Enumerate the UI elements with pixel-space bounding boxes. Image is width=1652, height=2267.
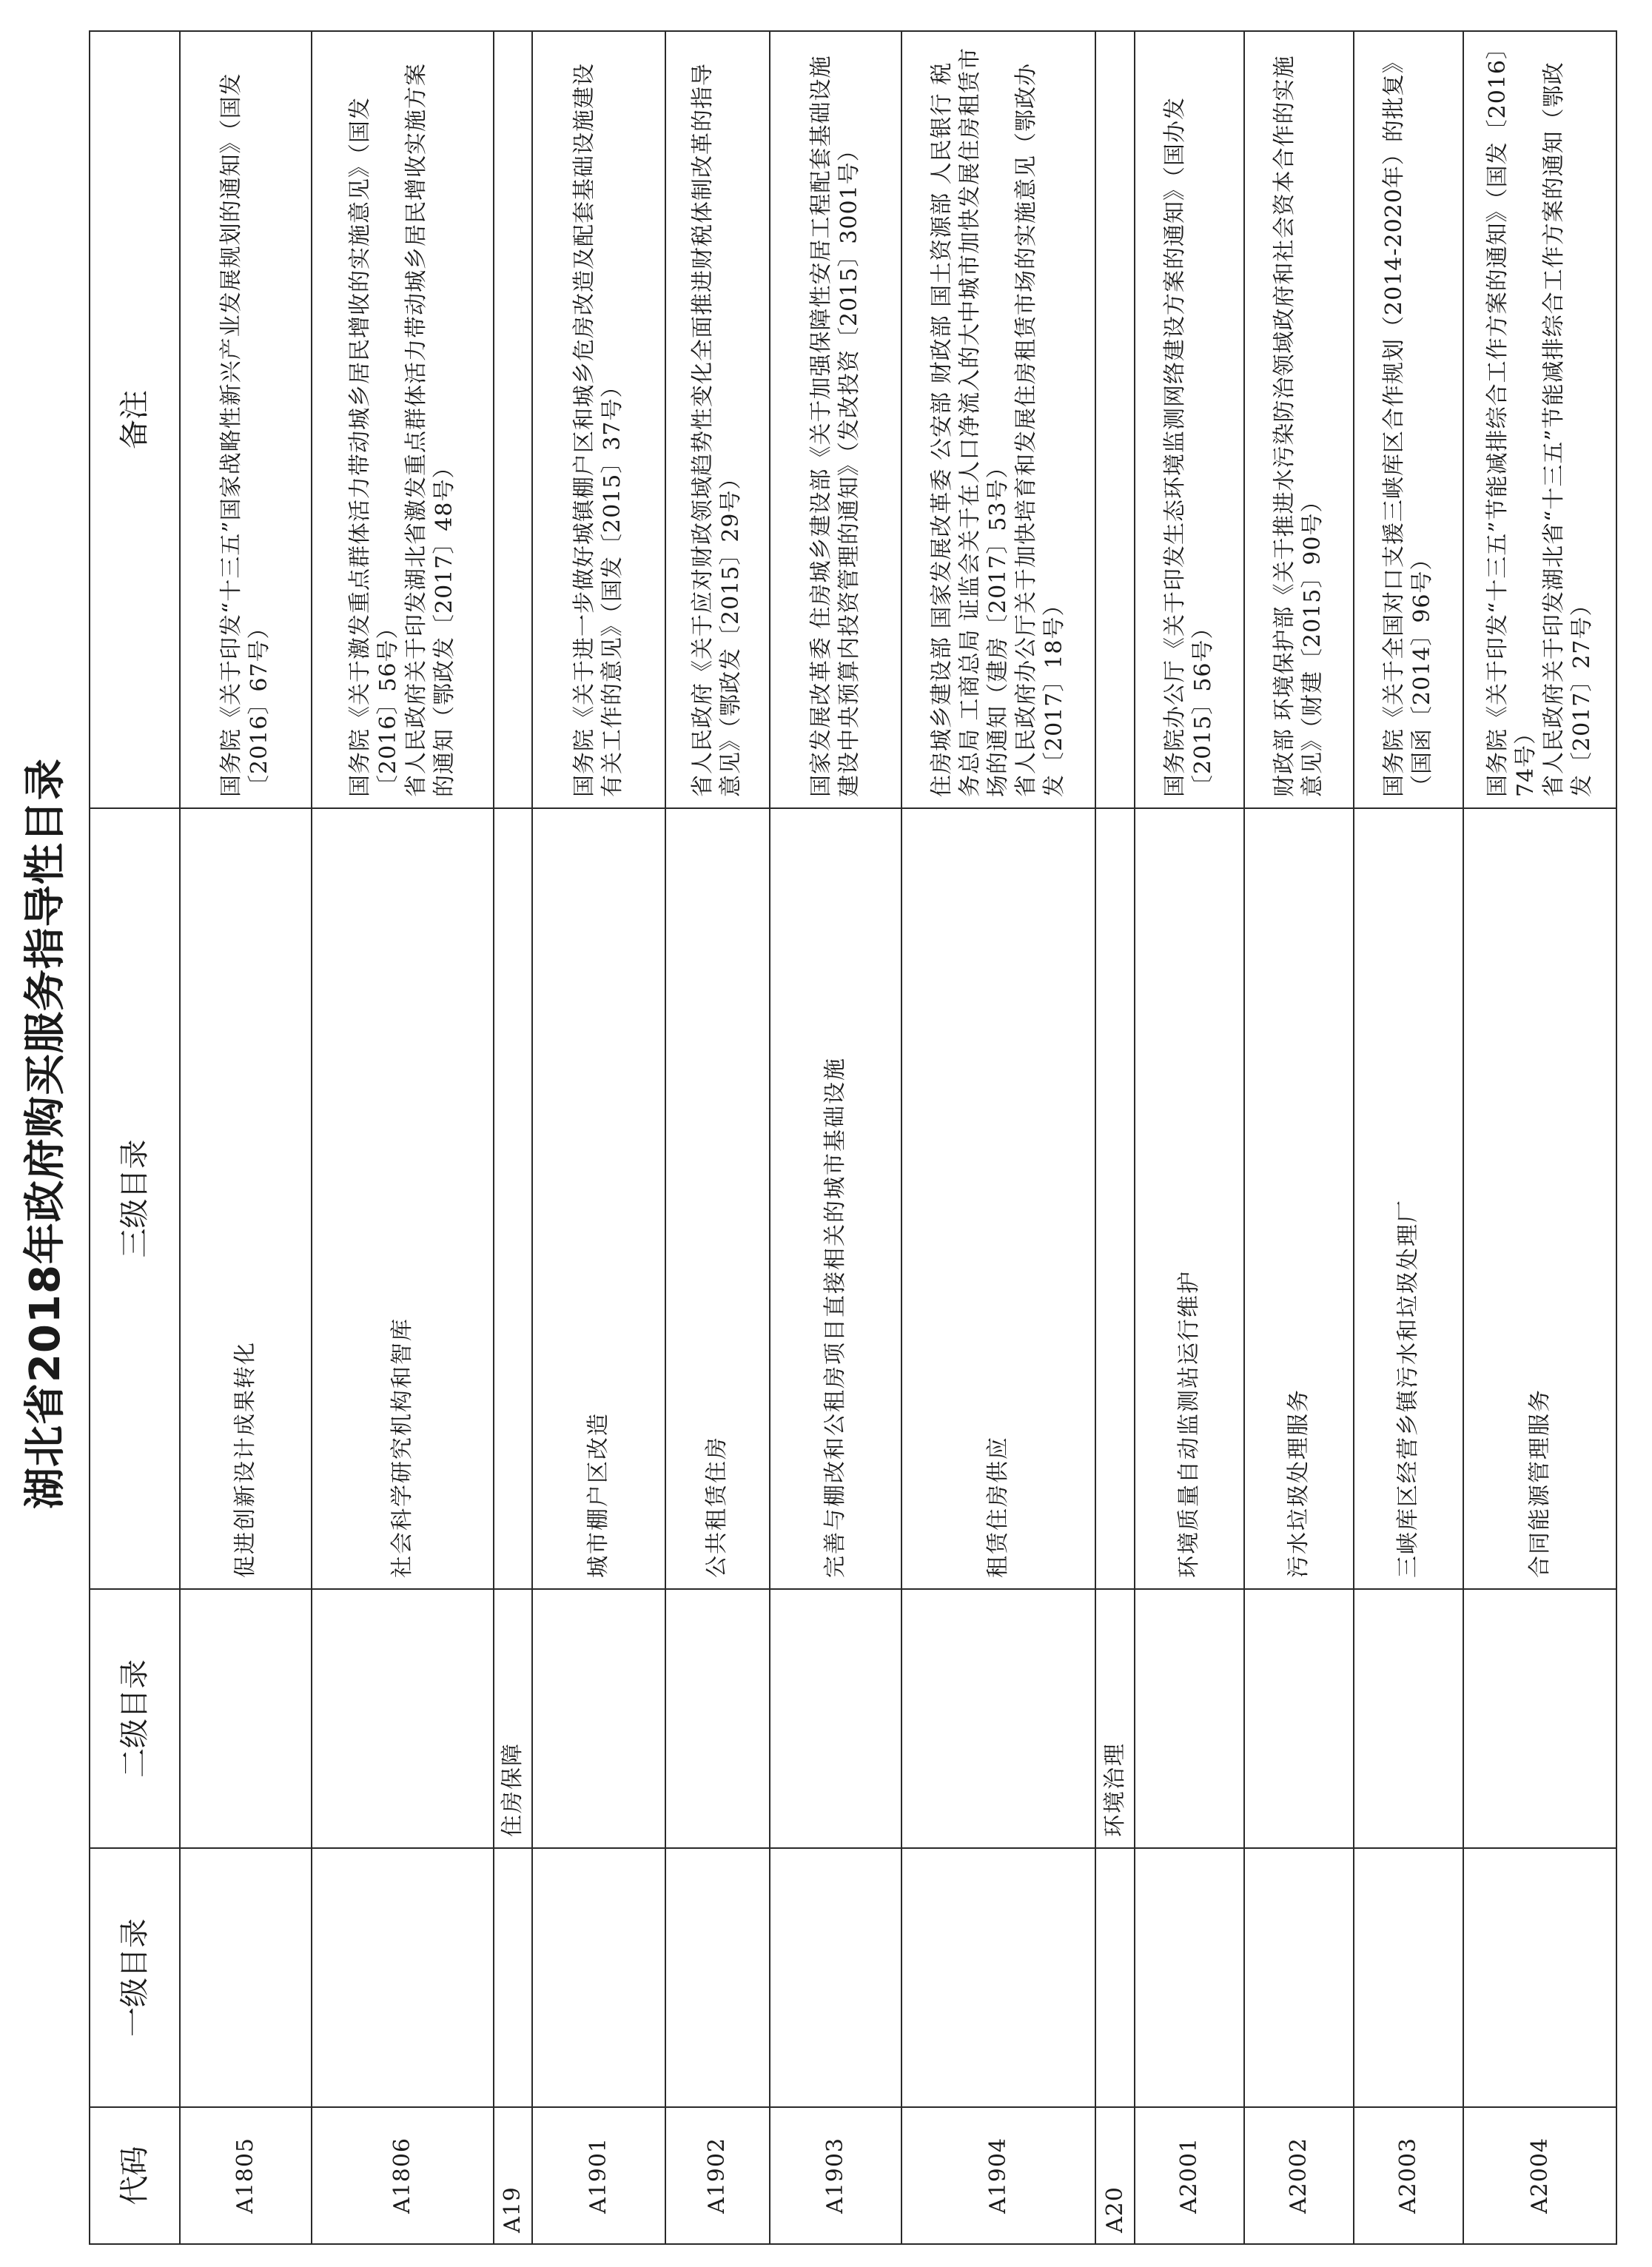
table-body xyxy=(180,31,1616,2244)
note-line: 国务院办公厅《关于印发生态环境监测网络建设方案的通知》（国办发〔2015〕56号） xyxy=(1161,97,1216,797)
cell-level1 xyxy=(901,1848,1096,2107)
cell-note xyxy=(1135,31,1244,808)
note-line: 省人民政府关于印发湖北省“十三五”节能减排综合工作方案的通知（鄂政发〔2017〕27号） xyxy=(1540,61,1595,797)
cell-code: A1806 xyxy=(312,2107,494,2244)
cell-level2: 住房保障 xyxy=(494,1589,532,1848)
cell-level3: 城市棚户区改造 xyxy=(532,808,665,1589)
cell-level1 xyxy=(532,1848,665,2107)
cell-note xyxy=(312,31,494,808)
table-row xyxy=(770,31,901,2244)
cell-note xyxy=(532,31,665,808)
cell-level1 xyxy=(180,1848,312,2107)
cell-level3: 合同能源管理服务 xyxy=(1463,808,1616,1589)
note-line: 国家发展改革委 住房城乡建设部《关于加强保障性安居工程配套基础设施建设中央预算内投资管理的通知》（发改投资〔2015〕3001号） xyxy=(807,55,862,797)
table-row xyxy=(312,31,494,2244)
cell-note xyxy=(1463,31,1616,808)
cell-level2 xyxy=(312,1589,494,1848)
document-title: 湖北省2018年政府购买服务指导性目录 xyxy=(21,758,70,1509)
cell-code: A2002 xyxy=(1244,2107,1354,2244)
cell-level2 xyxy=(665,1589,769,1848)
cell-level3: 三峡库区经营乡镇污水和垃圾处理厂 xyxy=(1354,808,1463,1589)
table-row xyxy=(665,31,769,2244)
table-row xyxy=(180,31,312,2244)
catalog-table xyxy=(89,30,1617,2245)
cell-code: A19 xyxy=(494,2107,532,2244)
cell-note xyxy=(180,31,312,808)
cell-level1 xyxy=(770,1848,901,2107)
note-line: 国务院《关于全国对口支援三峡库区合作规划（2014-2020年）的批复》（国函〔2014〕96号） xyxy=(1381,50,1436,797)
cell-level2 xyxy=(1354,1589,1463,1848)
cell-code: A1805 xyxy=(180,2107,312,2244)
cell-code: A1903 xyxy=(770,2107,901,2244)
note-line: 国务院《关于进一步做好城镇棚户区和城乡危房改造及配套基础设施建设有关工作的意见》（国发〔2015〕37号） xyxy=(571,63,626,797)
cell-note xyxy=(494,31,532,808)
cell-code: A20 xyxy=(1095,2107,1134,2244)
cell-level1 xyxy=(312,1848,494,2107)
cell-note xyxy=(1095,31,1134,808)
header-level1: 一级目录 xyxy=(90,1848,180,2107)
cell-level2 xyxy=(901,1589,1096,1848)
table-row xyxy=(494,31,532,2244)
cell-level1 xyxy=(1244,1848,1354,2107)
cell-code: A1901 xyxy=(532,2107,665,2244)
cell-note xyxy=(1244,31,1354,808)
cell-level2 xyxy=(1244,1589,1354,1848)
note-line: 国务院《关于印发“十三五”国家战略性新兴产业发展规划的通知》（国发〔2016〕67号） xyxy=(218,73,273,797)
cell-note xyxy=(901,31,1096,808)
cell-level3 xyxy=(494,808,532,1589)
cell-level2 xyxy=(770,1589,901,1848)
cell-level3: 完善与棚改和公租房项目直接相关的城市基础设施 xyxy=(770,808,901,1589)
cell-level1 xyxy=(1354,1848,1463,2107)
cell-level3: 促进创新设计成果转化 xyxy=(180,808,312,1589)
header-level2: 二级目录 xyxy=(90,1589,180,1848)
cell-code: A1902 xyxy=(665,2107,769,2244)
note-line: 国务院《关于激发重点群体活力带动城乡居民增收的实施意见》（国发〔2016〕56号） xyxy=(347,97,402,797)
header-note: 备注 xyxy=(90,31,180,808)
note-line: 财政部 环境保护部《关于推进水污染防治领域政府和社会资本合作的实施意见》（财建〔2015〕90号） xyxy=(1272,55,1326,797)
table-row xyxy=(1244,31,1354,2244)
header-code: 代码 xyxy=(90,2107,180,2244)
cell-level2 xyxy=(1463,1589,1616,1848)
table-row xyxy=(1463,31,1616,2244)
cell-level1 xyxy=(1463,1848,1616,2107)
cell-level2 xyxy=(180,1589,312,1848)
cell-level3: 污水垃圾处理服务 xyxy=(1244,808,1354,1589)
cell-code: A2001 xyxy=(1135,2107,1244,2244)
table-row xyxy=(901,31,1096,2244)
cell-code: A1904 xyxy=(901,2107,1096,2244)
cell-level1 xyxy=(494,1848,532,2107)
cell-note xyxy=(770,31,901,808)
cell-level3: 公共租赁住房 xyxy=(665,808,769,1589)
table-row xyxy=(1354,31,1463,2244)
cell-level3: 环境质量自动监测站运行维护 xyxy=(1135,808,1244,1589)
cell-code: A2003 xyxy=(1354,2107,1463,2244)
table-row xyxy=(1095,31,1134,2244)
cell-note xyxy=(665,31,769,808)
cell-level2 xyxy=(1135,1589,1244,1848)
note-line: 省人民政府关于印发湖北省激发重点群体活力带动城乡居民增收实施方案的通知（鄂政发〔2017〕48号） xyxy=(403,63,458,797)
note-line: 省人民政府办公厅关于加快培育和发展住房租赁市场的实施意见（鄂政办发〔2017〕18号） xyxy=(1013,63,1068,797)
cell-level2 xyxy=(532,1589,665,1848)
cell-level1 xyxy=(1135,1848,1244,2107)
cell-level2: 环境治理 xyxy=(1095,1589,1134,1848)
table-row xyxy=(1135,31,1244,2244)
note-line: 国务院《关于印发“十三五”节能减排综合工作方案的通知》（国发〔2016〕74号） xyxy=(1484,47,1539,797)
note-line: 住房城乡建设部 国家发展改革委 公安部 财政部 国土资源部 人民银行 税务总局 工商总局 证监会关于在人口净流入的大中城市加快发展住房租赁市场的通知（建房〔2017〕53号） xyxy=(929,47,1012,797)
cell-code: A2004 xyxy=(1463,2107,1616,2244)
header-level3: 三级目录 xyxy=(90,808,180,1589)
cell-level3: 租赁住房供应 xyxy=(901,808,1096,1589)
cell-note xyxy=(1354,31,1463,808)
cell-level1 xyxy=(665,1848,769,2107)
table-header-row xyxy=(90,31,180,2244)
table-row xyxy=(532,31,665,2244)
note-line: 省人民政府《关于应对财政领域趋势性变化全面推进财税体制改革的指导意见》（鄂政发〔2015〕29号） xyxy=(690,63,745,797)
cell-level1 xyxy=(1095,1848,1134,2107)
cell-level3: 社会科学研究机构和智库 xyxy=(312,808,494,1589)
cell-level3 xyxy=(1095,808,1134,1589)
